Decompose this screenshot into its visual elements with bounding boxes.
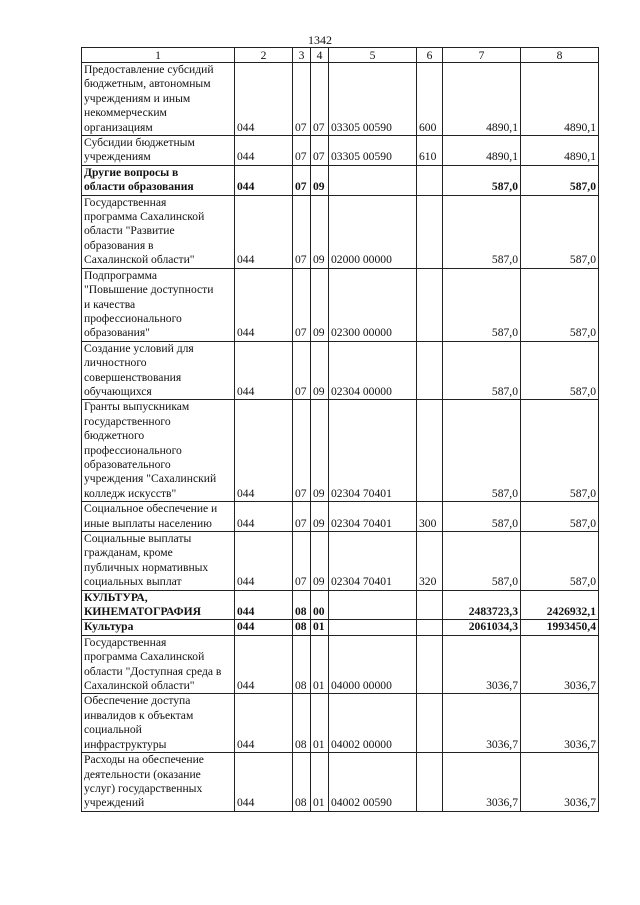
column-header: 2	[235, 48, 293, 63]
row-target-code: 02000 00000	[329, 195, 417, 268]
row-amount-2: 3036,7	[521, 753, 599, 812]
row-section-code: 08	[293, 635, 311, 694]
table-row	[82, 753, 599, 812]
row-amount-1: 2483723,3	[443, 590, 521, 620]
column-header: 1	[82, 48, 235, 63]
row-expense-type	[417, 753, 443, 812]
row-name: Создание условий для личностного совершенствования обучающихся	[82, 341, 235, 400]
row-subsection-code: 01	[311, 635, 329, 694]
row-ved-code: 044	[235, 635, 293, 694]
row-amount-1: 587,0	[443, 502, 521, 532]
row-amount-2: 587,0	[521, 400, 599, 502]
row-target-code: 04002 00000	[329, 694, 417, 753]
row-expense-type	[417, 635, 443, 694]
row-section-code: 07	[293, 400, 311, 502]
row-amount-1: 587,0	[443, 195, 521, 268]
row-ved-code: 044	[235, 63, 293, 136]
row-expense-type: 300	[417, 502, 443, 532]
row-ved-code: 044	[235, 620, 293, 635]
row-ved-code: 044	[235, 165, 293, 195]
row-section-code: 07	[293, 63, 311, 136]
row-ved-code: 044	[235, 341, 293, 400]
header-row	[82, 48, 599, 63]
row-name: Государственная программа Сахалинской области "Развитие образования в Сахалинской области"	[82, 195, 235, 268]
row-target-code: 04002 00590	[329, 753, 417, 812]
budget-table	[81, 47, 599, 812]
row-amount-2: 2426932,1	[521, 590, 599, 620]
row-ved-code: 044	[235, 590, 293, 620]
row-expense-type	[417, 400, 443, 502]
row-expense-type: 600	[417, 63, 443, 136]
row-name: Социальное обеспечение и иные выплаты населению	[82, 502, 235, 532]
row-ved-code: 044	[235, 694, 293, 753]
row-ved-code: 044	[235, 268, 293, 341]
row-subsection-code: 00	[311, 590, 329, 620]
row-name: Государственная программа Сахалинской области "Доступная среда в Сахалинской области"	[82, 635, 235, 694]
row-subsection-code: 09	[311, 400, 329, 502]
column-header: 4	[311, 48, 329, 63]
row-amount-2: 4890,1	[521, 63, 599, 136]
row-amount-1: 2061034,3	[443, 620, 521, 635]
row-section-code: 07	[293, 341, 311, 400]
table-row	[82, 268, 599, 341]
row-target-code: 02304 70401	[329, 532, 417, 591]
row-target-code: 03305 00590	[329, 136, 417, 166]
row-name: Гранты выпускникам государственного бюджетного профессионального образовательного учреждения "Сахалинский колледж искусств"	[82, 400, 235, 502]
row-section-code: 08	[293, 694, 311, 753]
row-subsection-code: 09	[311, 268, 329, 341]
row-name: Культура	[82, 620, 235, 635]
page-number: 1342	[308, 33, 332, 47]
row-subsection-code: 09	[311, 341, 329, 400]
row-amount-2: 3036,7	[521, 694, 599, 753]
row-amount-1: 587,0	[443, 341, 521, 400]
row-ved-code: 044	[235, 502, 293, 532]
row-section-code: 07	[293, 136, 311, 166]
row-name: Обеспечение доступа инвалидов к объектам социальной инфраструктуры	[82, 694, 235, 753]
column-header: 3	[293, 48, 311, 63]
row-target-code	[329, 165, 417, 195]
table-row	[82, 532, 599, 591]
row-subsection-code: 07	[311, 136, 329, 166]
row-ved-code: 044	[235, 532, 293, 591]
row-section-code: 07	[293, 502, 311, 532]
row-subsection-code: 09	[311, 502, 329, 532]
row-name: Другие вопросы в области образования	[82, 165, 235, 195]
row-expense-type: 320	[417, 532, 443, 591]
row-target-code: 02304 00000	[329, 341, 417, 400]
row-amount-2: 587,0	[521, 532, 599, 591]
row-amount-2: 587,0	[521, 341, 599, 400]
row-amount-2: 3036,7	[521, 635, 599, 694]
row-ved-code: 044	[235, 136, 293, 166]
row-expense-type	[417, 590, 443, 620]
row-name: Предоставление субсидий бюджетным, автономным учреждениям и иным некоммерческим организациям	[82, 63, 235, 136]
table-row	[82, 620, 599, 635]
row-subsection-code: 01	[311, 694, 329, 753]
table-row	[82, 195, 599, 268]
row-target-code: 02304 70401	[329, 502, 417, 532]
column-header: 5	[329, 48, 417, 63]
row-amount-1: 587,0	[443, 268, 521, 341]
row-target-code	[329, 620, 417, 635]
table-row	[82, 136, 599, 166]
row-ved-code: 044	[235, 195, 293, 268]
row-expense-type	[417, 165, 443, 195]
row-amount-2: 587,0	[521, 502, 599, 532]
row-target-code: 02304 70401	[329, 400, 417, 502]
table-row	[82, 694, 599, 753]
row-target-code: 02300 00000	[329, 268, 417, 341]
row-ved-code: 044	[235, 753, 293, 812]
table-row	[82, 635, 599, 694]
row-subsection-code: 01	[311, 620, 329, 635]
row-target-code: 04000 00000	[329, 635, 417, 694]
row-name: КУЛЬТУРА, КИНЕМАТОГРАФИЯ	[82, 590, 235, 620]
row-subsection-code: 01	[311, 753, 329, 812]
row-section-code: 07	[293, 532, 311, 591]
row-section-code: 07	[293, 268, 311, 341]
row-amount-1: 3036,7	[443, 753, 521, 812]
table-row	[82, 400, 599, 502]
row-amount-2: 587,0	[521, 165, 599, 195]
row-amount-1: 4890,1	[443, 63, 521, 136]
row-expense-type	[417, 268, 443, 341]
row-section-code: 07	[293, 195, 311, 268]
row-amount-1: 587,0	[443, 400, 521, 502]
table-row	[82, 502, 599, 532]
table-row	[82, 63, 599, 136]
row-subsection-code: 09	[311, 165, 329, 195]
row-expense-type: 610	[417, 136, 443, 166]
row-section-code: 08	[293, 590, 311, 620]
row-amount-2: 587,0	[521, 195, 599, 268]
row-amount-1: 587,0	[443, 165, 521, 195]
row-amount-1: 3036,7	[443, 694, 521, 753]
row-ved-code: 044	[235, 400, 293, 502]
row-section-code: 08	[293, 620, 311, 635]
table-row	[82, 165, 599, 195]
row-section-code: 07	[293, 165, 311, 195]
row-subsection-code: 09	[311, 532, 329, 591]
column-header: 6	[417, 48, 443, 63]
column-header: 8	[521, 48, 599, 63]
row-subsection-code: 07	[311, 63, 329, 136]
row-target-code	[329, 590, 417, 620]
row-amount-2: 4890,1	[521, 136, 599, 166]
row-amount-1: 4890,1	[443, 136, 521, 166]
row-subsection-code: 09	[311, 195, 329, 268]
row-amount-2: 1993450,4	[521, 620, 599, 635]
column-header: 7	[443, 48, 521, 63]
table-row	[82, 341, 599, 400]
row-expense-type	[417, 620, 443, 635]
row-target-code: 03305 00590	[329, 63, 417, 136]
row-name: Социальные выплаты гражданам, кроме публичных нормативных социальных выплат	[82, 532, 235, 591]
row-name: Расходы на обеспечение деятельности (оказание услуг) государственных учреждений	[82, 753, 235, 812]
row-amount-1: 587,0	[443, 532, 521, 591]
row-expense-type	[417, 341, 443, 400]
row-amount-1: 3036,7	[443, 635, 521, 694]
row-expense-type	[417, 195, 443, 268]
row-expense-type	[417, 694, 443, 753]
row-amount-2: 587,0	[521, 268, 599, 341]
row-name: Субсидии бюджетным учреждениям	[82, 136, 235, 166]
row-section-code: 08	[293, 753, 311, 812]
table-row	[82, 590, 599, 620]
row-name: Подпрограмма "Повышение доступности и качества профессионального образования"	[82, 268, 235, 341]
